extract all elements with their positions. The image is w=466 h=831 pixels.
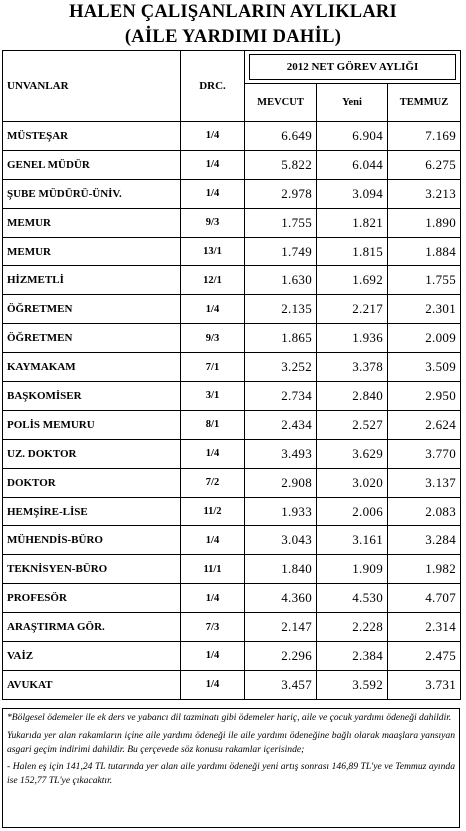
- row-grade: 1/4: [181, 642, 245, 671]
- row-mevcut: 1.865: [245, 324, 317, 353]
- row-yeni: 4.530: [317, 584, 388, 613]
- table-row: [3, 266, 461, 295]
- row-mevcut: 1.630: [245, 266, 317, 295]
- row-temmuz: 1.982: [388, 555, 461, 584]
- table-row: [3, 324, 461, 353]
- column-header-drc: DRC.: [181, 51, 245, 122]
- row-title: ÖĞRETMEN: [3, 295, 181, 324]
- row-title: VAİZ: [3, 642, 181, 671]
- row-title: PROFESÖR: [3, 584, 181, 613]
- row-mevcut: 2.978: [245, 179, 317, 208]
- column-header-title: UNVANLAR: [3, 51, 181, 122]
- table-row: [3, 670, 461, 699]
- row-title: HİZMETLİ: [3, 266, 181, 295]
- row-grade: 11/2: [181, 497, 245, 526]
- row-yeni: 2.527: [317, 410, 388, 439]
- row-mevcut: 2.296: [245, 642, 317, 671]
- row-mevcut: 6.649: [245, 122, 317, 151]
- row-grade: 8/1: [181, 410, 245, 439]
- row-grade: 7/1: [181, 353, 245, 382]
- row-grade: 1/4: [181, 439, 245, 468]
- table-row: [3, 584, 461, 613]
- row-title: HEMŞİRE-LİSE: [3, 497, 181, 526]
- row-title: BAŞKOMİSER: [3, 382, 181, 411]
- row-temmuz: 2.624: [388, 410, 461, 439]
- row-mevcut: 2.734: [245, 382, 317, 411]
- row-grade: 1/4: [181, 150, 245, 179]
- table-body: [3, 122, 461, 700]
- row-title: KAYMAKAM: [3, 353, 181, 382]
- row-title: MEMUR: [3, 208, 181, 237]
- table-row: [3, 555, 461, 584]
- table-row: [3, 439, 461, 468]
- row-temmuz: 2.009: [388, 324, 461, 353]
- row-title: UZ. DOKTOR: [3, 439, 181, 468]
- row-yeni: 2.217: [317, 295, 388, 324]
- row-title: ARAŞTIRMA GÖR.: [3, 613, 181, 642]
- row-grade: 1/4: [181, 179, 245, 208]
- row-mevcut: 3.493: [245, 439, 317, 468]
- table-row: [3, 382, 461, 411]
- footnote-3: - Halen eş için 141,24 TL tutarında yer alan aile yardımı ödeneği yeni artış sonrası 146,89 TL'ye ve Temmuz ayında ise 152,77 TL'ye çıkacaktır.: [7, 761, 455, 787]
- row-grade: 12/1: [181, 266, 245, 295]
- row-temmuz: 2.301: [388, 295, 461, 324]
- row-temmuz: 3.509: [388, 353, 461, 382]
- column-header-mevcut: MEVCUT: [245, 84, 317, 122]
- row-yeni: 1.909: [317, 555, 388, 584]
- row-mevcut: 1.840: [245, 555, 317, 584]
- row-yeni: 3.094: [317, 179, 388, 208]
- row-yeni: 1.692: [317, 266, 388, 295]
- row-temmuz: 1.884: [388, 237, 461, 266]
- row-mevcut: 1.749: [245, 237, 317, 266]
- table-row: [3, 410, 461, 439]
- row-temmuz: 2.475: [388, 642, 461, 671]
- row-yeni: 3.161: [317, 526, 388, 555]
- row-yeni: 2.228: [317, 613, 388, 642]
- row-yeni: 3.592: [317, 670, 388, 699]
- row-yeni: 3.629: [317, 439, 388, 468]
- row-yeni: 6.044: [317, 150, 388, 179]
- row-yeni: 3.020: [317, 468, 388, 497]
- row-grade: 1/4: [181, 526, 245, 555]
- row-grade: 11/1: [181, 555, 245, 584]
- row-mevcut: 5.822: [245, 150, 317, 179]
- row-title: ÖĞRETMEN: [3, 324, 181, 353]
- table-row: [3, 237, 461, 266]
- table-row: [3, 497, 461, 526]
- row-title: MÜHENDİS-BÜRO: [3, 526, 181, 555]
- row-mevcut: 3.457: [245, 670, 317, 699]
- table-row: [3, 613, 461, 642]
- row-grade: 13/1: [181, 237, 245, 266]
- row-mevcut: 2.908: [245, 468, 317, 497]
- row-grade: 7/3: [181, 613, 245, 642]
- row-yeni: 2.006: [317, 497, 388, 526]
- document-subtitle: (AİLE YARDIMI DAHİL): [124, 27, 342, 47]
- row-mevcut: 2.147: [245, 613, 317, 642]
- row-temmuz: 2.083: [388, 497, 461, 526]
- row-mevcut: 2.135: [245, 295, 317, 324]
- column-header-temmuz: TEMMUZ: [388, 84, 461, 122]
- row-title: DOKTOR: [3, 468, 181, 497]
- row-title: TEKNİSYEN-BÜRO: [3, 555, 181, 584]
- footnotes: [2, 708, 460, 828]
- table-row: [3, 179, 461, 208]
- row-temmuz: 3.770: [388, 439, 461, 468]
- row-grade: 9/3: [181, 324, 245, 353]
- table-row: [3, 122, 461, 151]
- row-grade: 1/4: [181, 122, 245, 151]
- row-temmuz: 3.284: [388, 526, 461, 555]
- row-mevcut: 2.434: [245, 410, 317, 439]
- row-grade: 1/4: [181, 584, 245, 613]
- row-yeni: 6.904: [317, 122, 388, 151]
- row-yeni: 1.815: [317, 237, 388, 266]
- table-row: [3, 150, 461, 179]
- row-temmuz: 1.890: [388, 208, 461, 237]
- row-mevcut: 4.360: [245, 584, 317, 613]
- row-mevcut: 1.755: [245, 208, 317, 237]
- row-yeni: 3.378: [317, 353, 388, 382]
- row-yeni: 1.821: [317, 208, 388, 237]
- row-mevcut: 3.252: [245, 353, 317, 382]
- salary-table: [2, 50, 461, 700]
- row-temmuz: 3.137: [388, 468, 461, 497]
- row-mevcut: 1.933: [245, 497, 317, 526]
- row-temmuz: 3.731: [388, 670, 461, 699]
- row-temmuz: 6.275: [388, 150, 461, 179]
- table-row: [3, 468, 461, 497]
- row-title: AVUKAT: [3, 670, 181, 699]
- table-row: [3, 353, 461, 382]
- table-row: [3, 642, 461, 671]
- row-temmuz: 7.169: [388, 122, 461, 151]
- row-title: ŞUBE MÜDÜRÜ-ÜNİV.: [3, 179, 181, 208]
- row-title: POLİS MEMURU: [3, 410, 181, 439]
- row-mevcut: 3.043: [245, 526, 317, 555]
- row-grade: 9/3: [181, 208, 245, 237]
- row-temmuz: 2.314: [388, 613, 461, 642]
- row-temmuz: 4.707: [388, 584, 461, 613]
- row-grade: 1/4: [181, 295, 245, 324]
- row-grade: 1/4: [181, 670, 245, 699]
- row-grade: 7/2: [181, 468, 245, 497]
- table-row: [3, 526, 461, 555]
- footnote-1: *Bölgesel ödemeler ile ek ders ve yabancı dil tazminatı gibi ödemeler hariç, aile ve çocuk yardımı ödeneği dahildir.: [7, 712, 452, 723]
- row-title: GENEL MÜDÜR: [3, 150, 181, 179]
- row-temmuz: 1.755: [388, 266, 461, 295]
- row-temmuz: 3.213: [388, 179, 461, 208]
- group-header-label: 2012 NET GÖREV AYLIĞI: [249, 54, 456, 80]
- row-temmuz: 2.950: [388, 382, 461, 411]
- row-title: MEMUR: [3, 237, 181, 266]
- row-yeni: 2.384: [317, 642, 388, 671]
- footnote-2: Yukarıda yer alan rakamların içine aile yardımı ödeneği ile aile yardımı ödeneğine bağlı olarak maaşlara yansıyan asgari geçim indirimi dahildir. Bu çerçevede söz konusu rakamlar içerisinde;: [7, 729, 455, 755]
- column-header-yeni: Yeni: [317, 84, 388, 122]
- table-row: [3, 295, 461, 324]
- row-title: MÜSTEŞAR: [3, 122, 181, 151]
- row-yeni: 2.840: [317, 382, 388, 411]
- table-row: [3, 208, 461, 237]
- row-yeni: 1.936: [317, 324, 388, 353]
- document-title: HALEN ÇALIŞANLARIN AYLIKLARI: [69, 2, 397, 22]
- row-grade: 3/1: [181, 382, 245, 411]
- group-header: [245, 51, 461, 84]
